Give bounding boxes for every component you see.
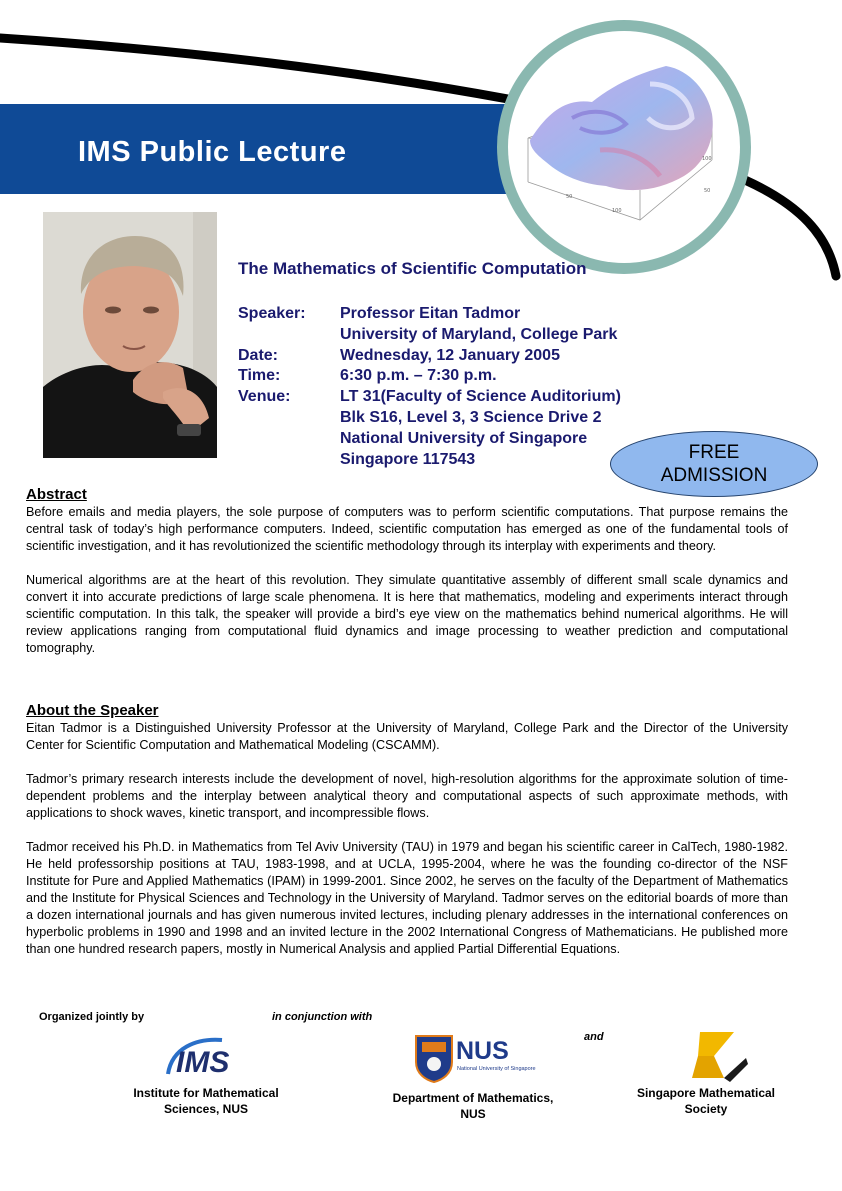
and-label: and (584, 1031, 604, 1043)
nus-logo-subtext: National University of Singapore (457, 1066, 536, 1072)
free-admission-badge (610, 431, 818, 497)
abstract-body (26, 504, 788, 657)
lecture-title: The Mathematics of Scientific Computation (238, 259, 587, 278)
svg-text:50: 50 (566, 194, 573, 200)
detail-label (238, 450, 340, 471)
speaker-photo (43, 212, 217, 458)
detail-row (238, 408, 621, 429)
bio-paragraph: Tadmor received his Ph.D. in Mathematics from Tel Aviv University (TAU) in 1979 and began his scientific career in CalTech, 1980-1982. He held professorship positions at TAU, 1983-1998, and at UCLA, 1995-2004, where he was the founding co-director of the NSF Institute for Pure and Applied Mathematics (IPAM) in 1999-2001. Since 2002, he serves on the faculty of the Department of Mathematics and the Institute for Physical Sciences and Technology in the University of Maryland. Tadmor serves on the editorial boards of more than a dozen international journals and has given numerous invited lectures, including plenary addresses in the international conferences on hyperbolic problems in 1990 and 1998 and an invited lecture in the 2002 International Congress of Mathematicians. He published more than one hundred research papers, mostly in Numerical Analysis and applied Partial Differential Equations. (26, 840, 788, 956)
detail-value: Blk S16, Level 3, 3 Science Drive 2 (340, 408, 602, 426)
lecture-details (238, 304, 621, 470)
abstract-heading: Abstract (26, 486, 87, 503)
organized-jointly-label: Organized jointly by (39, 1011, 145, 1023)
surface-plot-circle (497, 20, 751, 274)
banner-title: IMS Public Lecture (78, 136, 347, 168)
nus-logo (414, 1034, 536, 1084)
nus-caption: Department of Mathematics, NUS (392, 1091, 554, 1121)
detail-value: 6:30 p.m. – 7:30 p.m. (340, 367, 497, 385)
svg-text:100: 100 (702, 156, 712, 162)
detail-label: Time: (238, 367, 281, 385)
detail-label: Speaker: (238, 305, 306, 322)
detail-label: Venue: (238, 388, 291, 406)
speaker-bio-body (26, 720, 788, 958)
detail-row (238, 429, 621, 450)
in-conjunction-label: in conjunction with (272, 1011, 373, 1023)
ims-logo (162, 1034, 258, 1080)
detail-label (238, 408, 340, 429)
detail-row (238, 304, 621, 325)
detail-value: University of Maryland, College Park (340, 325, 618, 343)
detail-value: National University of Singapore (340, 429, 588, 447)
sms-caption: Singapore Mathematical Society (636, 1086, 776, 1116)
detail-label (238, 325, 340, 346)
detail-row (238, 387, 621, 408)
detail-label: Date: (238, 346, 279, 364)
detail-value: LT 31(Faculty of Science Auditorium) (340, 388, 621, 406)
bio-paragraph: Tadmor’s primary research interests include the development of novel, high-resolution algorithms for the approximate solution of time-dependent problems and the interplay between analytical theory and computational aspects of such approximate methods, with applications to shock waves, kinetic transport, and incompressible flows. (26, 772, 788, 820)
detail-value: Singapore 117543 (340, 450, 476, 468)
abstract-paragraph: Numerical algorithms are at the heart of this revolution. They simulate quantitative assembly of different small scale dynamics and convert it into accurate predictions of large scale phenomena. It is here that mathematics, modeling and experiments interact through scientific computation. In this talk, the speaker will provide a bird’s eye view on the mathematics behind numerical algorithms. He will review applications ranging from computational fluid dynamics and image processing to weather prediction and computational tomography. (26, 573, 788, 655)
detail-row (238, 366, 621, 387)
ims-caption: Institute for Mathematical Sciences, NUS (133, 1086, 279, 1116)
detail-value: Wednesday, 12 January 2005 (340, 346, 560, 364)
detail-row (238, 450, 621, 471)
detail-row (238, 325, 621, 346)
sms-logo-icon (684, 1030, 754, 1082)
detail-label (238, 429, 340, 450)
header-arc-right (745, 180, 836, 276)
ims-logo-text: IMS (176, 1046, 230, 1079)
svg-text:100: 100 (612, 208, 622, 214)
detail-row (238, 346, 621, 367)
free-admission-text: FREE ADMISSION (660, 442, 768, 486)
nus-logo-text: NUS (456, 1037, 509, 1065)
about-speaker-heading: About the Speaker (26, 702, 159, 719)
abstract-paragraph: Before emails and media players, the sole purpose of computers was to perform scientific computations. That purpose remains the central task of today’s high performance computers. Indeed, scientific computation has emerged as one of the fundamental tools of scientific investigation, and it has revolutionized the scientific methodology through its interplay with experiments and theory. (26, 505, 788, 553)
svg-text:50: 50 (704, 188, 711, 194)
header-arc (0, 38, 545, 106)
detail-value: Professor Eitan Tadmor (340, 305, 521, 322)
bio-paragraph: Eitan Tadmor is a Distinguished University Professor at the University of Maryland, College Park and the Director of the University Center for Scientific Computation and Mathematical Modeling (CSCAMM). (26, 721, 788, 752)
